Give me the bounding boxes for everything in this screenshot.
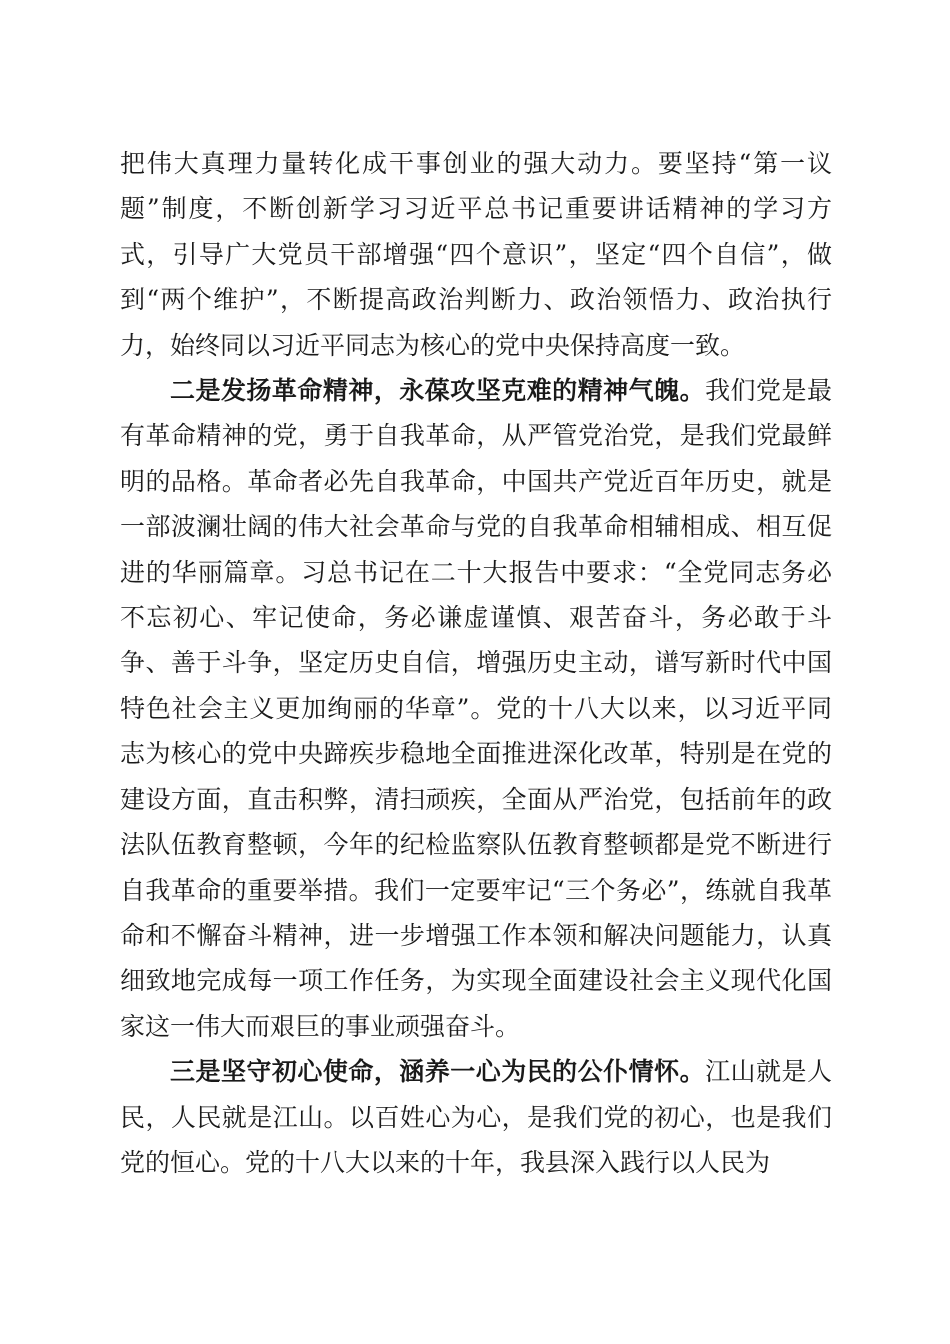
paragraph-text: 江山就是人民，人民就是江山。以百姓心为心，是我们党的初心，也是我们党的恒心。党的十八大以来的十年，我县深入践行以人民为 (120, 1057, 832, 1177)
paragraph-lead-heading: 三是坚守初心使命，涵养一心为民的公仆情怀。 (170, 1057, 706, 1087)
paragraph-continuation (120, 141, 832, 368)
paragraph-text: 我们党是最有革命精神的党，勇于自我革命，从严管党治党，是我们党最鲜明的品格。革命者必先自我革命，中国共产党近百年历史，就是一部波澜壮阔的伟大社会革命与党的自我革命相辅相成、相互促进的华丽篇章。习总书记在二十大报告中要求：“全党同志务必不忘初心、牢记使命，务必谦虚谨慎、艰苦奋斗，务必敢于斗争、善于斗争，坚定历史自信，增强历史主动，谱写新时代中国特色社会主义更加绚丽的华章”。党的十八大以来，以习近平同志为核心的党中央蹄疾步稳地全面推进深化改革，特别是在党的建设方面，直击积弊，清扫顽疾，全面从严治党，包括前年的政法队伍教育整顿，今年的纪检监察队伍教育整顿都是党不断进行自我革命的重要举措。我们一定要牢记“三个务必”，练就自我革命和不懈奋斗精神，进一步增强工作本领和解决问题能力，认真细致地完成每一项工作任务，为实现全面建设社会主义现代化国家这一伟大而艰巨的事业顽强奋斗。 (120, 376, 832, 1041)
paragraph-original-mission (120, 1049, 832, 1185)
paragraph-text: 把伟大真理力量转化成干事创业的强大动力。要坚持“第一议题”制度，不断创新学习习近平总书记重要讲话精神的学习方式，引导广大党员干部增强“四个意识”，坚定“四个自信”，做到“两个维护”，不断提高政治判断力、政治领悟力、政治执行力，始终同以习近平同志为核心的党中央保持高度一致。 (120, 149, 832, 360)
paragraph-revolutionary-spirit (120, 368, 832, 1049)
document-body (120, 141, 832, 1185)
paragraph-lead-heading: 二是发扬革命精神，永葆攻坚克难的精神气魄。 (170, 376, 706, 406)
